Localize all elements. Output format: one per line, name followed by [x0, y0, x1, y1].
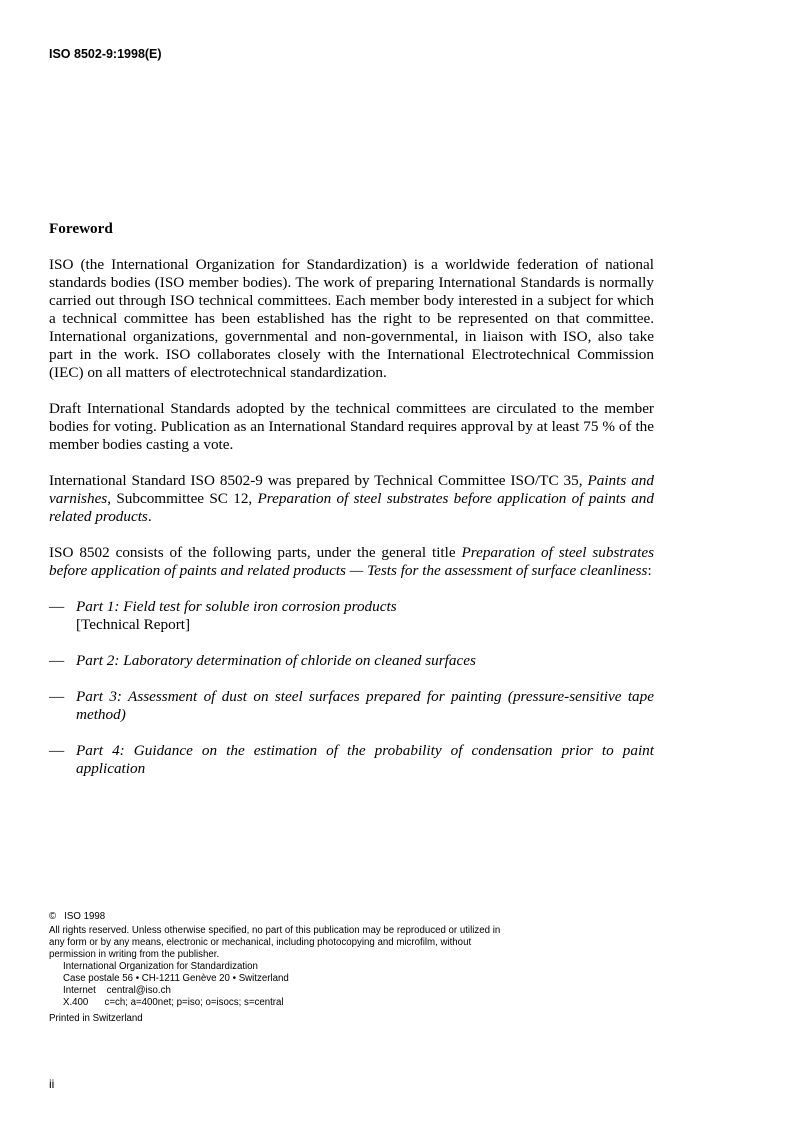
dash-bullet: — — [49, 598, 65, 615]
printed-in: Printed in Switzerland — [49, 1013, 143, 1024]
part-title: Part 2: Laboratory determination of chloride on cleaned surfaces — [76, 652, 476, 669]
x400-value: c=ch; a=400net; p=iso; o=isocs; s=central — [104, 997, 284, 1008]
internet-row — [63, 985, 509, 997]
dash-bullet: — — [49, 652, 65, 669]
copyright-line: © ISO 1998 — [49, 911, 106, 922]
foreword-paragraph-1: ISO (the International Organization for Standardization) is a worldwide federation of national standards bodies (ISO member bodies). The work of preparing International Standards is normally carried out through ISO technical committees. Each member body interested in a subject for which a technical committee has been established has the right to be represented on that committee. International organizations, governmental and non-governmental, in liaison with ISO, also take part in the work. ISO collaborates closely with the International Electrotechnical Commission (IEC) on all matters of electrotechnical standardization. — [49, 256, 654, 381]
foreword-paragraph-4 — [49, 544, 654, 580]
rights-statement: All rights reserved. Unless otherwise specified, no part of this publication may be reproduced or utilized in any form or by any means, electronic or mechanical, including photocopying and microfilm, without permission in writing from the publisher. — [49, 925, 501, 960]
parts-list — [49, 598, 654, 778]
internet-label: Internet — [63, 985, 96, 996]
publisher-address — [49, 961, 509, 1009]
para4-pre: ISO 8502 consists of the following parts, under the general title — [49, 544, 462, 561]
list-item — [49, 598, 654, 634]
document-id-header: ISO 8502-9:1998(E) — [49, 47, 162, 61]
dash-bullet: — — [49, 688, 65, 705]
part-note: [Technical Report] — [76, 616, 191, 633]
part-title: Part 3: Assessment of dust on steel surfaces prepared for painting (pressure-sensitive tape method) — [76, 688, 654, 723]
org-name: International Organization for Standardization — [63, 961, 258, 972]
x400-label: X.400 — [63, 997, 89, 1008]
para3-pre: International Standard ISO 8502-9 was prepared by Technical Committee ISO/TC 35, — [49, 472, 588, 489]
para3-mid: , Subcommittee SC 12, — [107, 490, 258, 507]
internet-email: central@iso.ch — [106, 985, 171, 996]
foreword-section — [49, 220, 654, 796]
foreword-title: Foreword — [49, 220, 113, 237]
general-title: Preparation of steel substrates before application of paints and related products — Tests for the assessment of surface cleanliness — [49, 544, 654, 579]
page-number: ii — [49, 1077, 55, 1091]
list-item — [49, 688, 654, 724]
dash-bullet: — — [49, 742, 65, 759]
part-title: Part 4: Guidance on the estimation of the probability of condensation prior to paint application — [76, 742, 654, 777]
tc-title: Paints and varnishes — [49, 472, 654, 507]
copyright-footer — [49, 911, 509, 1025]
postal-address: Case postale 56 • CH-1211 Genève 20 • Switzerland — [63, 973, 289, 984]
list-item — [49, 742, 654, 778]
x400-row — [63, 997, 509, 1009]
foreword-paragraph-3 — [49, 472, 654, 526]
list-item — [49, 652, 654, 670]
foreword-paragraph-2: Draft International Standards adopted by the technical committees are circulated to the member bodies for voting. Publication as an International Standard requires approval by at least 75 % of the member bodies casting a vote. — [49, 400, 654, 453]
para3-post: . — [147, 508, 152, 525]
part-title: Part 1: Field test for soluble iron corrosion products — [76, 598, 397, 615]
sc-title: Preparation of steel substrates before application of paints and related products — [49, 490, 654, 525]
para4-post: : — [647, 562, 652, 579]
